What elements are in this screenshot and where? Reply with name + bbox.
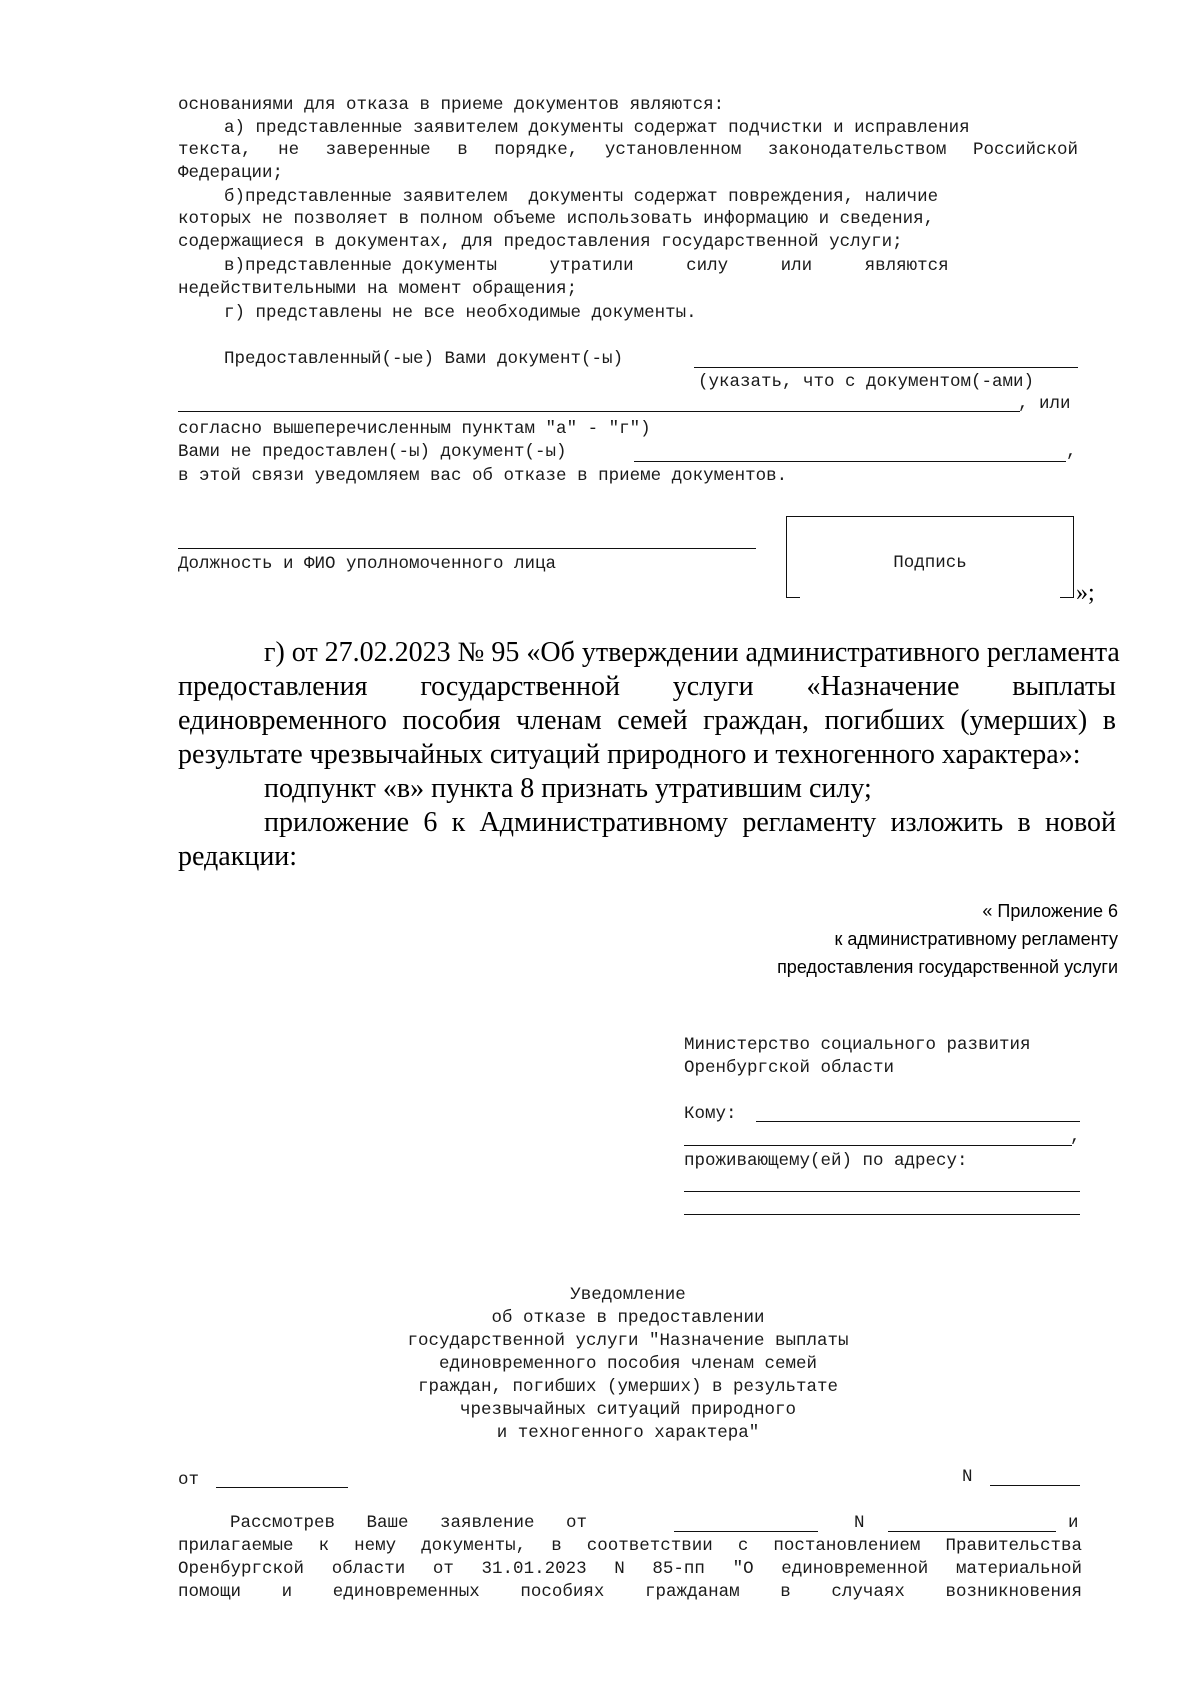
grounds-intro: основаниями для отказа в приеме документов являются: [178, 95, 725, 115]
notice-body-line3: Оренбургской области от 31.01.2023 N 85-пп "О единовременной материальной [178, 1559, 1082, 1579]
amendment-sub1: подпункт «в» пункта 8 признать утратившим силу; [264, 773, 872, 804]
signature-box-gap [800, 590, 1060, 602]
to-label: Кому: [684, 1104, 737, 1124]
notice-body-line1-n: N [854, 1513, 865, 1533]
notice-title-line3: государственной услуги "Назначение выплаты [407, 1331, 849, 1351]
official-label: Должность и ФИО уполномоченного лица [178, 554, 557, 574]
ground-v-line1: в)представленные документы утратили силу или являются [224, 256, 949, 276]
not-provided-comma: , [1066, 442, 1077, 462]
notice-number-line[interactable] [990, 1485, 1080, 1486]
ministry-line1: Министерство социального развития [684, 1035, 1031, 1055]
address-line-1[interactable] [684, 1191, 1080, 1192]
notice-title-line1: Уведомление [570, 1285, 686, 1305]
residing-label: проживающему(ей) по адресу: [684, 1151, 968, 1171]
to-comma: , [1070, 1127, 1081, 1147]
amendment-line4: результате чрезвычайных ситуаций природного и техногенного характера»: [178, 739, 1081, 770]
amendment-line3: единовременного пособия членам семей граждан, погибших (умерших) в [178, 705, 1116, 736]
ground-b-line1: б)представленные заявителем документы содержат повреждения, наличие [224, 187, 939, 207]
ground-v-line2: недействительными на момент обращения; [178, 279, 578, 299]
notice-title-line5: граждан, погибших (умерших) в результате [417, 1377, 839, 1397]
ground-a-line2: текста, не заверенные в порядке, установленном законодательством Российской [178, 140, 1078, 160]
application-date-line[interactable] [674, 1531, 818, 1532]
provided-details-line[interactable] [178, 411, 1020, 412]
ground-b-line2: которых не позволяет в полном объеме использовать информацию и сведения, [178, 209, 935, 229]
refusal-statement: в этой связи уведомляем вас об отказе в приеме документов. [178, 466, 788, 486]
to-line[interactable] [756, 1121, 1080, 1122]
provided-label: Предоставленный(-ые) Вами документ(-ы) [224, 349, 624, 369]
provided-document-line[interactable] [694, 367, 1078, 368]
notice-body-line4: помощи и единовременных пособиях гражданам в случаях возникновения [178, 1582, 1082, 1602]
ground-b-line3: содержащиеся в документах, для предоставления государственной услуги; [178, 232, 903, 252]
ground-g-line1: г) представлены не все необходимые документы. [224, 303, 697, 323]
signature-label: Подпись [893, 553, 967, 573]
appendix-line1: « Приложение 6 [982, 901, 1118, 921]
notice-body-line1-start: Рассмотрев Ваше заявление от [230, 1513, 588, 1533]
ground-a-line1: а) представленные заявителем документы содержат подчистки и исправления [224, 118, 970, 138]
notice-body-line1-and: и [1068, 1513, 1079, 1533]
amendment-sub2-line1: приложение 6 к Административному регламенту изложить в новой [264, 807, 1116, 838]
amendment-line1: г) от 27.02.2023 № 95 «Об утверждении административного регламента [264, 637, 1120, 668]
appendix-line2: к административному регламенту [834, 929, 1118, 949]
amendment-sub2-line2: редакции: [178, 841, 298, 872]
notice-title-line4: единовременного пособия членам семей [438, 1354, 818, 1374]
application-number-line[interactable] [888, 1531, 1056, 1532]
official-name-line[interactable] [178, 548, 756, 549]
address-line-2[interactable] [684, 1214, 1080, 1215]
not-provided-line[interactable] [634, 461, 1066, 462]
or-suffix: , или [1018, 394, 1071, 414]
notice-title-line6: чрезвычайных ситуаций природного [459, 1400, 797, 1420]
appendix-line3: предоставления государственной услуги [777, 957, 1118, 977]
ground-a-line3: Федерации; [178, 163, 284, 183]
according-points: согласно вышеперечисленным пунктам "а" - "г") [178, 419, 651, 439]
signature-closing-quote: »; [1076, 580, 1095, 606]
amendment-line2: предоставления государственной услуги «Назначение выплаты [178, 671, 1116, 702]
provided-hint: (указать, что с документом(-ами) [698, 372, 1035, 392]
to-line-2[interactable] [684, 1145, 1072, 1146]
notice-title-line7: и техногенного характера" [496, 1423, 760, 1443]
notice-date-label: от [178, 1470, 200, 1490]
notice-title-line2: об отказе в предоставлении [491, 1308, 765, 1328]
notice-date-line[interactable] [216, 1487, 348, 1488]
not-provided-label: Вами не предоставлен(-ы) документ(-ы) [178, 442, 567, 462]
notice-body-line2: прилагаемые к нему документы, в соответствии с постановлением Правительства [178, 1536, 1082, 1556]
ministry-line2: Оренбургской области [684, 1058, 895, 1078]
notice-number-label: N [962, 1467, 973, 1487]
